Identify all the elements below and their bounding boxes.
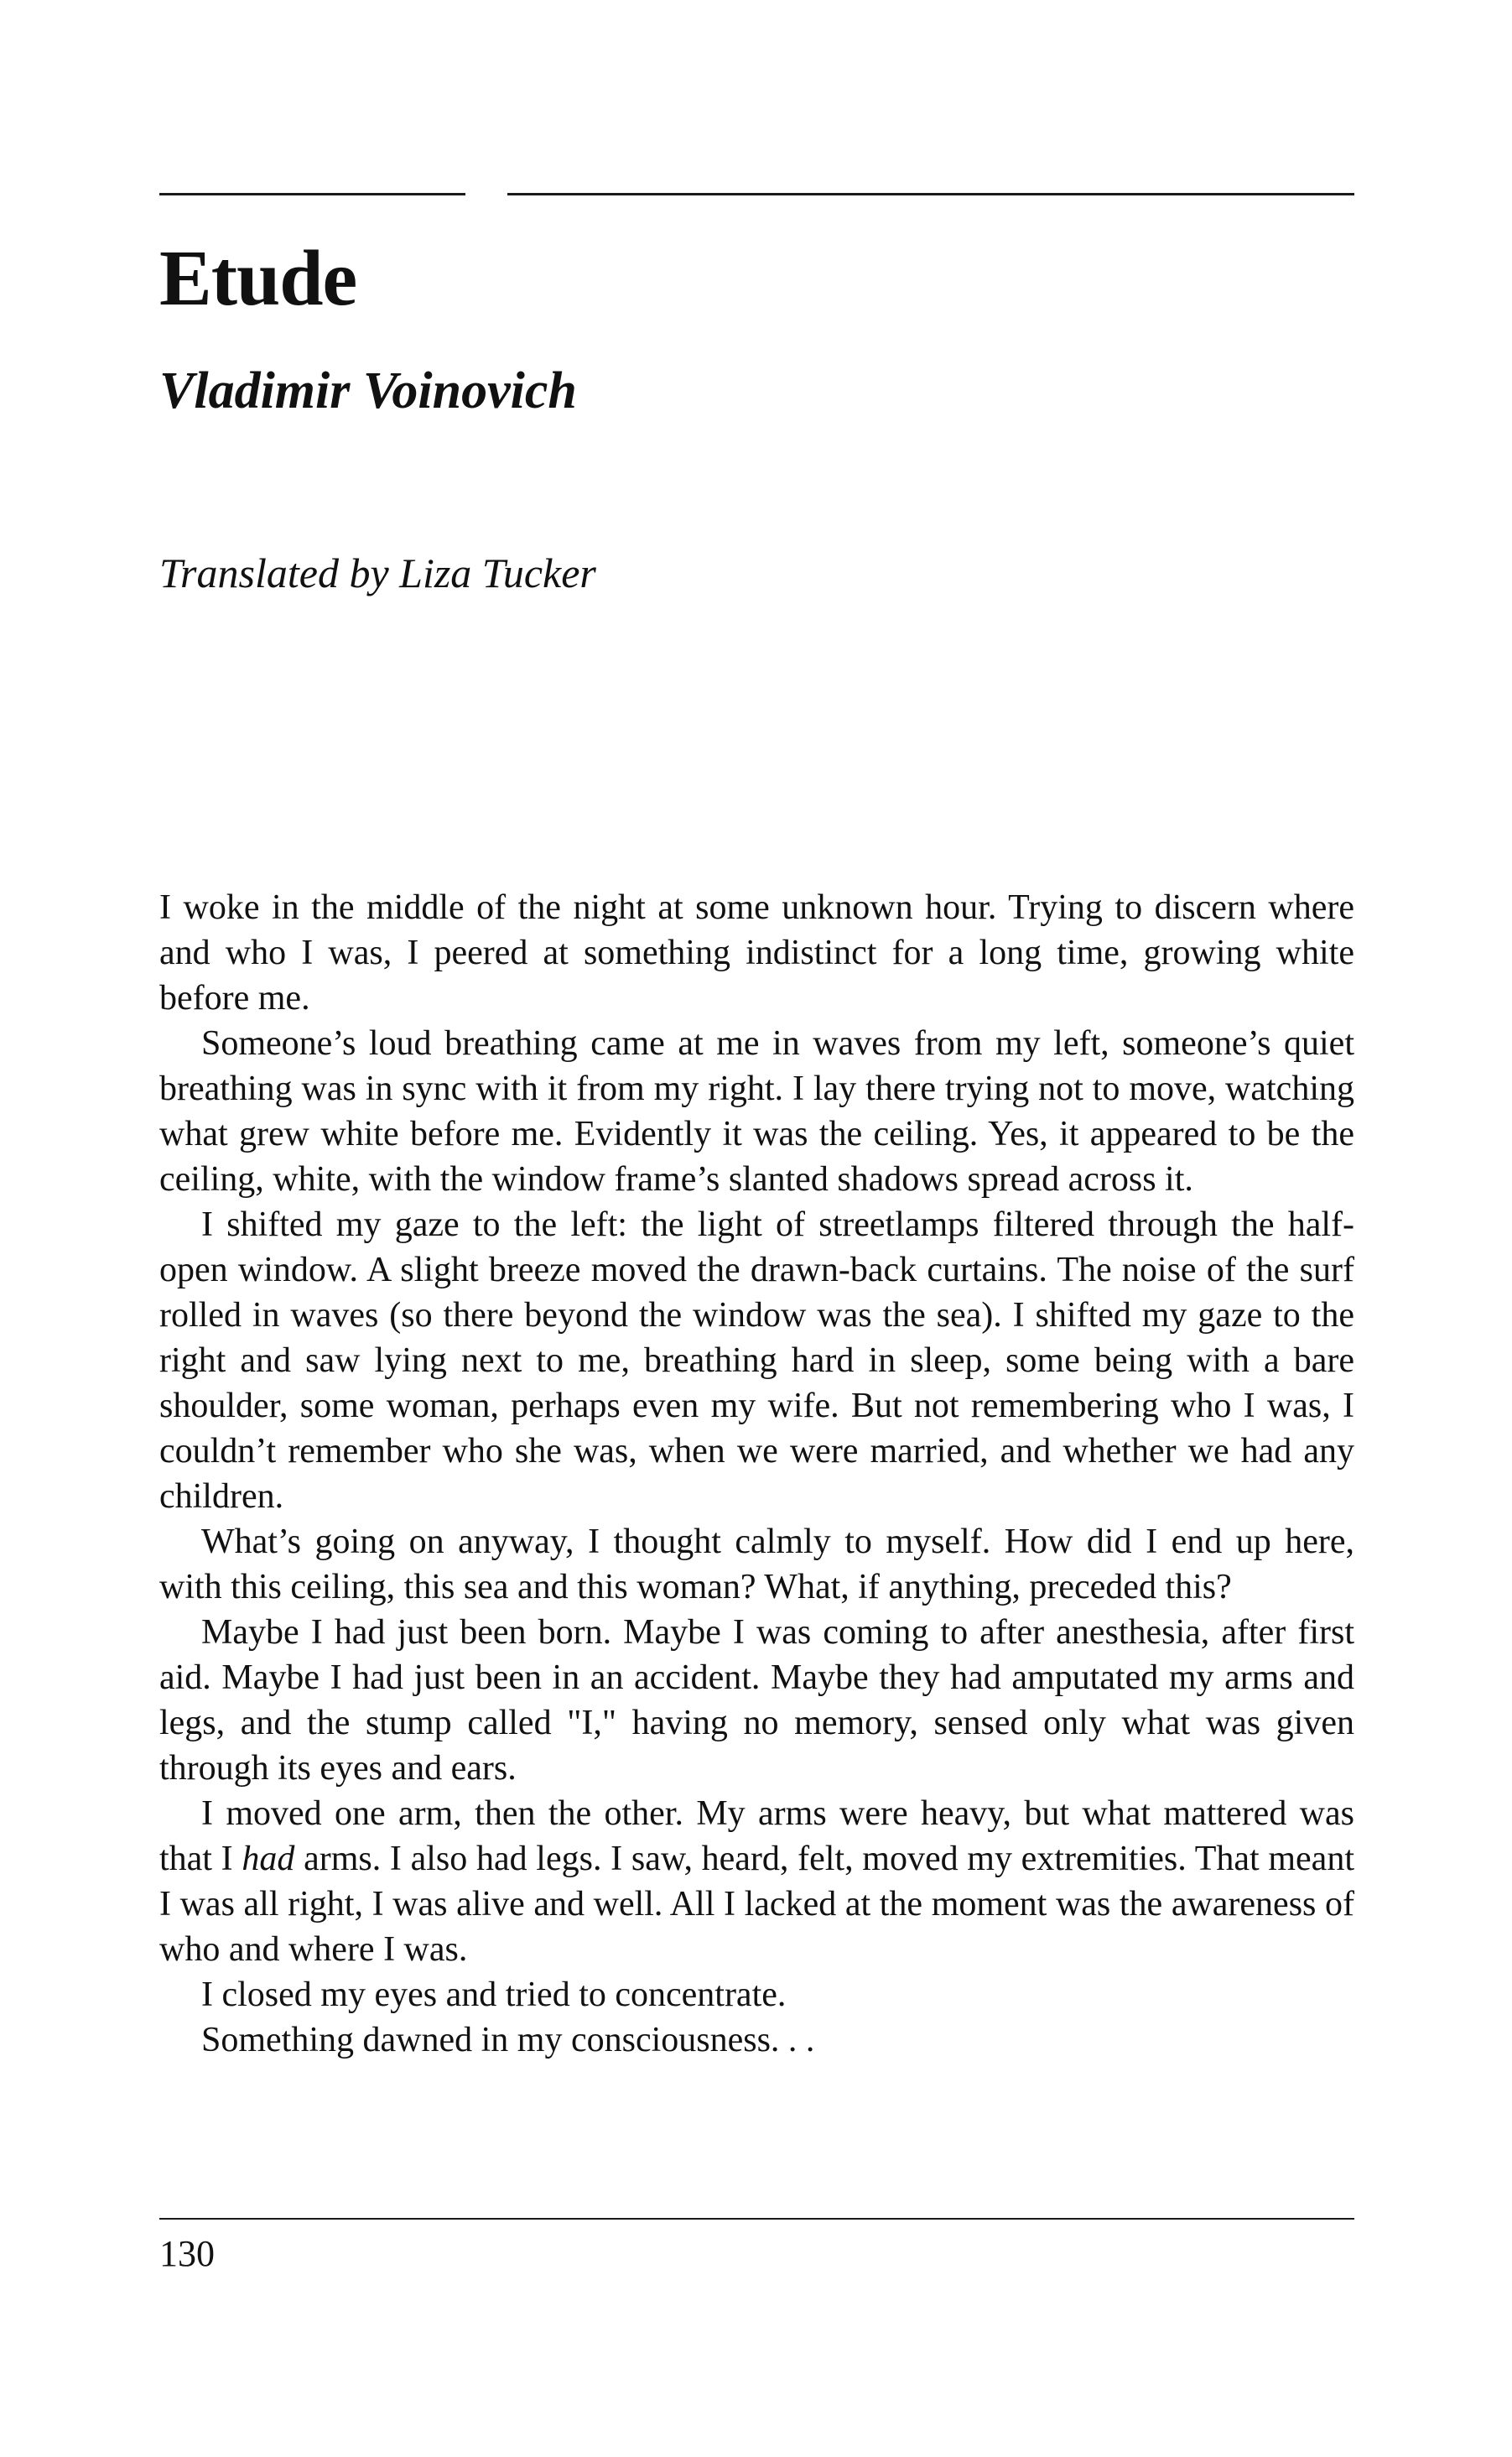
top-rule [159,193,1354,195]
paragraph-2: Someone’s loud breathing came at me in waves from my left, someone’s quiet breathing was in sync with it from my right. I lay there trying not to move, watching what grew white before me. Evidently it was the ceiling. Yes, it appeared to be the ceiling, white, with the window frame’s slanted shadows spread across it. [159,1024,1354,1199]
paragraph-5: Maybe I had just been born. Maybe I was coming to after anesthesia, after first aid. Maybe I had just been in an accident. Maybe they had amputated my arms and legs, and the stump called "I," having no memory, sensed only what was given through its eyes and ears. [159,1613,1354,1788]
paragraph-6 [159,1791,1354,1972]
paragraph-7: I closed my eyes and tried to concentrate. [201,1975,787,2014]
top-rule-break [465,193,507,195]
paragraph-3: I shifted my gaze to the left: the light of streetlamps filtered through the half-open window. A slight breeze moved the drawn-back curtains. The noise of the surf rolled in waves (so there beyond the window was the sea). I shifted my gaze to the right and saw lying next to me, breathing hard in sleep, some being with a bare shoulder, some woman, perhaps even my wife. But not remembering who I was, I couldn’t remember who she was, when we were married, and whether we had any children. [159,1205,1354,1516]
author-name: Vladimir Voinovich [159,362,577,419]
paragraph-1: I woke in the middle of the night at some unknown hour. Trying to discern where and who I was, I peered at something indistinct for a long time, growing white before me. [159,888,1354,1018]
paragraph-8: Something dawned in my consciousness. . . [201,2021,815,2059]
page-number: 130 [159,2233,215,2274]
paragraph-6-text-end: arms. I also had legs. I saw, heard, felt, moved my extremities. That meant I was all right, I was alive and well. All I lacked at the moment was the awareness of who and where I was. [159,1840,1354,1969]
paragraph-6-text-start: I moved one arm, then the other. My arms were heavy, but what mattered was that I [159,1794,1354,1878]
story-title: Etude [159,235,357,322]
paragraph-6-emphasis: had [242,1840,295,1878]
paragraph-4: What’s going on anyway, I thought calmly to myself. How did I end up here, with this ceiling, this sea and this woman? What, if anything, preceded this? [159,1523,1354,1606]
translator-credit: Translated by Liza Tucker [159,549,596,596]
story-body [159,885,1354,2063]
bottom-rule [159,2218,1354,2220]
